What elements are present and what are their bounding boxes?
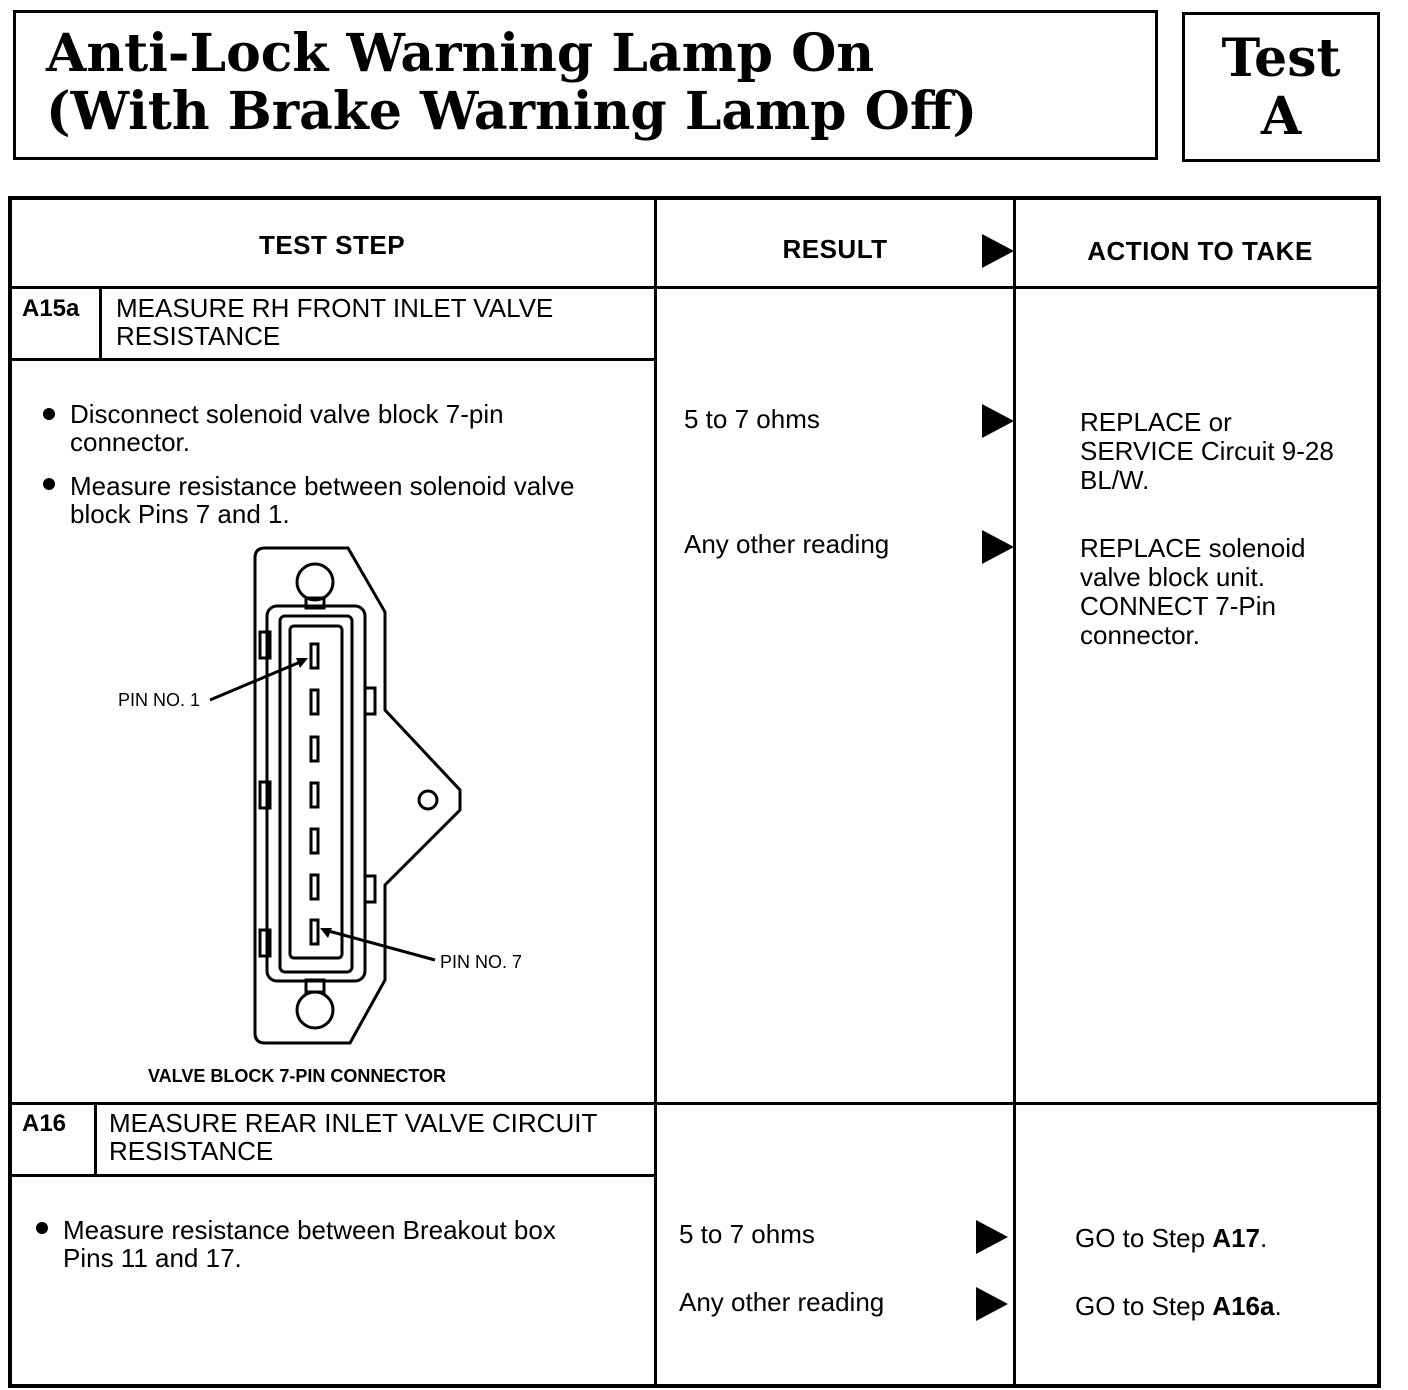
instruction-text: Disconnect solenoid valve block 7-pin xyxy=(70,399,504,429)
step-id: A15a xyxy=(22,295,80,322)
step-title: MEASURE REAR INLET VALVE CIRCUIT xyxy=(109,1108,598,1138)
instruction-text: connector. xyxy=(70,427,190,457)
column-header-test-step: TEST STEP xyxy=(258,230,406,260)
result-text: 5 to 7 ohms xyxy=(684,404,820,434)
page-title-line2: (With Brake Warning Lamp Off) xyxy=(46,81,978,142)
action-suffix: . xyxy=(1260,1223,1268,1253)
action-prefix: GO to Step xyxy=(1075,1223,1213,1253)
step-a15a-id-divider xyxy=(99,286,102,359)
action-text: SERVICE Circuit 9-28 xyxy=(1080,436,1334,466)
result-text: 5 to 7 ohms xyxy=(679,1219,815,1249)
test-badge-letter: A xyxy=(1260,86,1302,147)
step-divider xyxy=(10,1102,1379,1105)
action-suffix: . xyxy=(1274,1291,1282,1321)
step-title: MEASURE RH FRONT INLET VALVE xyxy=(116,293,554,323)
action-text xyxy=(1075,1292,1282,1321)
action-text: REPLACE or xyxy=(1080,407,1232,437)
result-text: Any other reading xyxy=(679,1287,885,1317)
column-header-result: RESULT xyxy=(782,234,888,264)
action-text xyxy=(1075,1224,1267,1253)
result-arrow-icon xyxy=(976,1220,1008,1254)
divider-col2 xyxy=(1013,196,1016,1388)
bullet-icon xyxy=(36,1222,48,1234)
result-arrow-icon xyxy=(982,530,1014,564)
header-divider xyxy=(10,286,1379,289)
result-text: Any other reading xyxy=(684,529,890,559)
instruction-text: Pins 11 and 17. xyxy=(63,1243,242,1273)
step-a16-id-divider xyxy=(94,1102,97,1175)
action-step-link: A16a xyxy=(1212,1291,1275,1321)
pin7-label: PIN NO. 7 xyxy=(440,952,523,972)
result-arrow-icon xyxy=(982,404,1014,438)
bullet-icon xyxy=(43,408,55,420)
bullet-icon xyxy=(43,478,55,490)
action-step-link: A17 xyxy=(1212,1223,1260,1253)
action-text: connector. xyxy=(1080,620,1200,650)
column-header-action: ACTION TO TAKE xyxy=(1087,236,1313,266)
valve-block-connector-diagram xyxy=(100,540,500,1060)
title-box xyxy=(13,10,1158,160)
step-a16-title-divider xyxy=(10,1174,655,1177)
action-text: BL/W. xyxy=(1080,465,1150,495)
pin1-label: PIN NO. 1 xyxy=(118,690,201,710)
instruction-text: Measure resistance between Breakout box xyxy=(63,1215,556,1245)
page-title-line1: Anti-Lock Warning Lamp On xyxy=(46,23,875,84)
action-prefix: GO to Step xyxy=(1075,1291,1213,1321)
instruction-text: Measure resistance between solenoid valve xyxy=(70,471,575,501)
action-text: valve block unit. xyxy=(1080,562,1265,592)
step-title: RESISTANCE xyxy=(109,1136,274,1166)
step-title: RESISTANCE xyxy=(116,321,281,351)
test-badge-label: Test xyxy=(1221,28,1341,89)
diagram-caption: VALVE BLOCK 7-PIN CONNECTOR xyxy=(148,1066,447,1086)
test-badge xyxy=(1182,12,1380,162)
step-a15a-title-divider xyxy=(10,358,655,361)
divider-col1 xyxy=(654,196,657,1388)
step-id: A16 xyxy=(22,1110,67,1137)
instruction-text: block Pins 7 and 1. xyxy=(70,499,290,529)
action-text: REPLACE solenoid xyxy=(1080,533,1306,563)
result-arrow-icon xyxy=(976,1287,1008,1321)
header-arrow-icon xyxy=(982,234,1014,268)
action-text: CONNECT 7-Pin xyxy=(1080,591,1277,621)
